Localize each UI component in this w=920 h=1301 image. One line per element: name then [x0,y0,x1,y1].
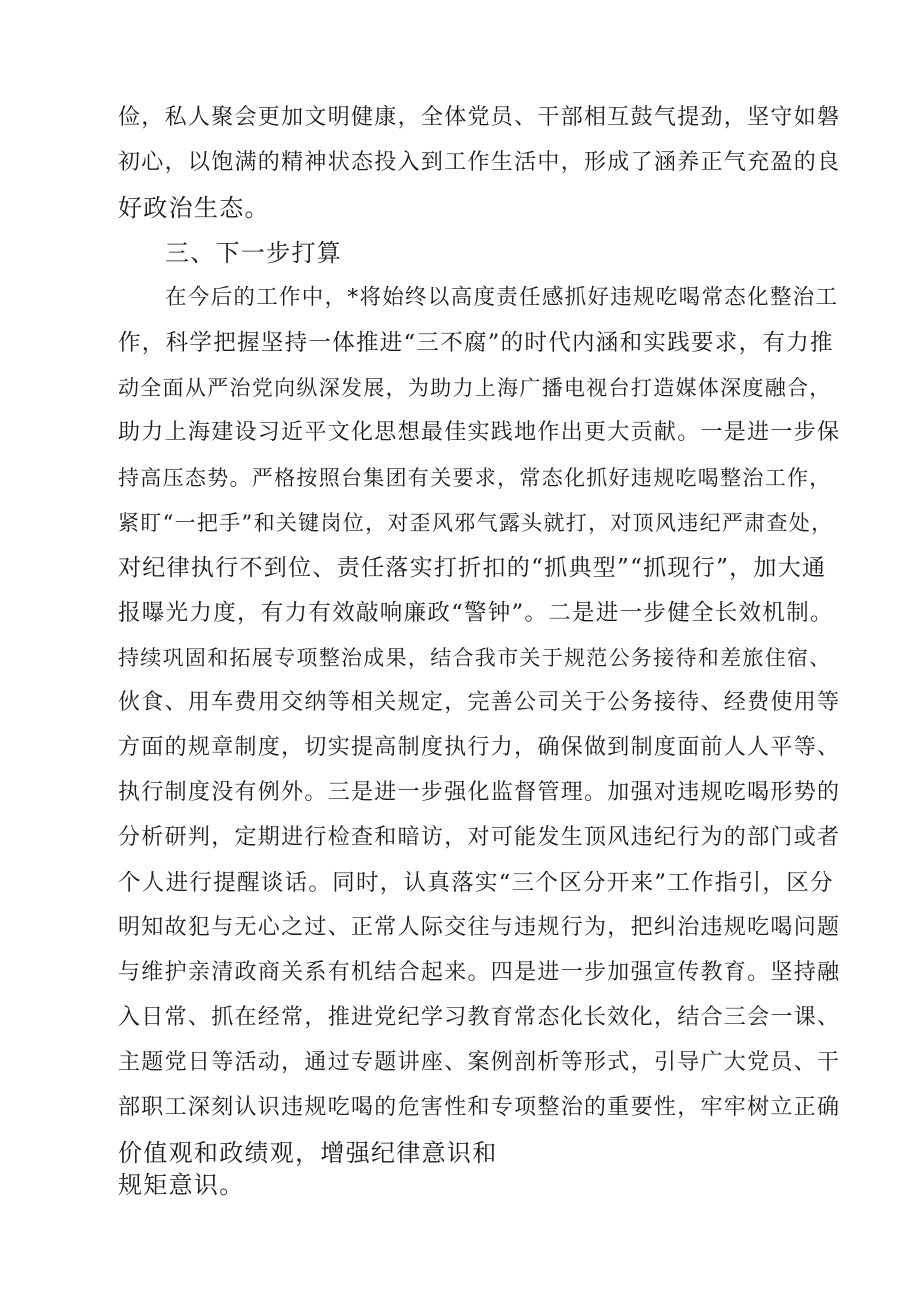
text-line: 价值观和政绩观，增强纪律意识和 [118,1139,498,1167]
text-line: 个人进行提醒谈话。同时，认真落实“三个区分开来”工作指引，区分 [118,870,834,896]
text-line: 助力上海建设习近平文化思想最佳实践地作出更大贡献。一是进一步保 [118,420,841,445]
text-line: 好政治生态。 [118,194,270,222]
text-line: 紧盯“一把手”和关键岗位，对歪风邪气露头就打，对顶风违纪严肃查处， [118,511,834,535]
text-line: 作，科学把握坚持一体推进“三不腐”的时代内涵和实践要求，有力推 [118,330,834,356]
text-line: 方面的规章制度，切实提高制度执行力，确保做到制度面前人人平等、 [118,735,841,760]
text-line: 俭，私人聚会更加文明健康，全体党员、干部相互鼓气提劲，坚守如磐 [118,105,841,130]
text-line: 分析研判，定期进行检查和暗访，对可能发生顶风违纪行为的部门或者 [118,825,841,850]
text-line: 与维护亲清政商关系有机结合起来。四是进一步加强宣传教育。坚持融 [118,960,841,985]
text-line: 动全面从严治党向纵深发展，为助力上海广播电视台打造媒体深度融合， [118,376,832,400]
text-line: 对纪律执行不到位、责任落实打折扣的“抓典型”“抓现行”，加大通 [118,555,827,581]
text-line: 执行制度没有例外。三是进一步强化监督管理。加强对违规吃喝形势的 [118,780,841,805]
text-line: 明知故犯与无心之过、正常人际交往与违规行为，把纠治违规吃喝问题 [118,915,841,940]
text-line: 入日常、抓在经常，推进党纪学习教育常态化长效化，结合三会一课、 [118,1005,841,1030]
text-line: 持续巩固和拓展专项整治成果，结合我市关于规范公务接待和差旅住宿、 [118,646,832,670]
text-line: 初心，以饱满的精神状态投入到工作生活中，形成了涵养正气充盈的良 [118,150,841,175]
text-line: 在今后的工作中，*将始终以高度责任感抓好违规吃喝常态化整治工 [165,285,839,310]
text-line: 报曝光力度，有力有效敲响廉政“警钟”。二是进一步健全长效机制。 [118,600,834,626]
text-line: 主题党日等活动，通过专题讲座、案例剖析等形式，引导广大党员、干 [118,1050,841,1075]
text-line: 持高压态势。严格按照台集团有关要求，常态化抓好违规吃喝整治工作， [118,466,832,490]
text-line: 规矩意识。 [118,1171,245,1199]
text-line: 部职工深刻认识违规吃喝的危害性和专项整治的重要性，牢牢树立正确 [118,1095,841,1120]
section-heading: 三、下一步打算 [165,239,343,267]
text-line: 伙食、用车费用交纳等相关规定，完善公司关于公务接待、经费使用等 [118,690,841,715]
